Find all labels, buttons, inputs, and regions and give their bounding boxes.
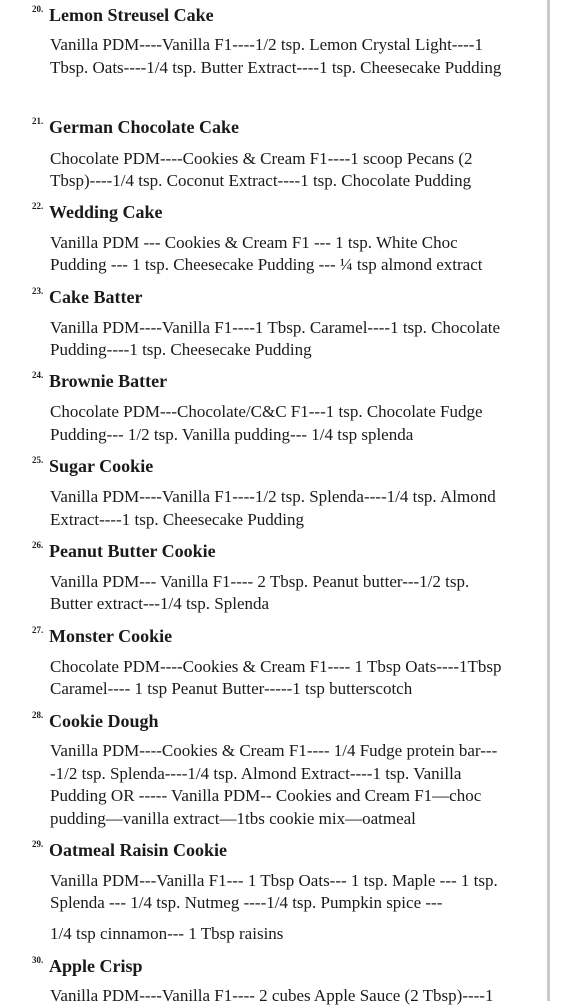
recipe-instructions-line: Chocolate PDM----Cookies & Cream F1----1 scoop Pecans (2 [50, 149, 473, 168]
recipe-number: 27. [32, 625, 44, 635]
recipe-number: 28. [32, 710, 44, 720]
recipe-title: Cookie Dough [49, 711, 159, 731]
recipe-instructions-line: Tbsp)----1/4 tsp. Coconut Extract----1 tsp. Chocolate Pudding [50, 171, 472, 190]
recipe-title: Monster Cookie [49, 626, 173, 646]
recipe-number: 24. [32, 370, 44, 380]
recipe-instructions-line: Caramel---- 1 tsp Peanut Butter-----1 tsp butterscotch [50, 679, 413, 698]
recipe-heading [32, 286, 142, 308]
recipe-heading [32, 116, 239, 138]
recipe-instructions-line: Splenda --- 1/4 tsp. Nutmeg ----1/4 tsp. Pumpkin spice --- [50, 893, 443, 912]
recipe-title: Oatmeal Raisin Cookie [49, 840, 227, 860]
scrollbar-track[interactable] [547, 0, 550, 1001]
recipe-heading [32, 710, 159, 732]
recipe-instructions-line: Vanilla PDM----Vanilla F1---- 2 cubes Apple Sauce (2 Tbsp)----1 [50, 986, 494, 1005]
recipe-instructions-line: Vanilla PDM----Vanilla F1----1/2 tsp. Lemon Crystal Light----1 [50, 35, 483, 54]
recipe-title: Peanut Butter Cookie [49, 541, 216, 561]
recipe-instructions-line: Vanilla PDM----Vanilla F1----1 Tbsp. Caramel----1 tsp. Chocolate [50, 318, 501, 337]
recipe-instructions-line: Pudding --- 1 tsp. Cheesecake Pudding --- ¼ tsp almond extract [50, 255, 483, 274]
recipe-number: 23. [32, 286, 44, 296]
recipe-instructions-line: Chocolate PDM---Chocolate/C&C F1---1 tsp. Chocolate Fudge [50, 402, 483, 421]
recipe-title: Sugar Cookie [49, 456, 154, 476]
recipe-instructions-line: Tbsp. Oats----1/4 tsp. Butter Extract----1 tsp. Cheesecake Pudding [50, 58, 502, 77]
recipe-instructions-line: Vanilla PDM --- Cookies & Cream F1 --- 1 tsp. White Choc [50, 233, 458, 252]
recipe-number: 21. [32, 116, 44, 126]
recipe-number: 25. [32, 455, 44, 465]
recipe-instructions-line: Pudding OR ----- Vanilla PDM-- Cookies and Cream F1—choc [50, 786, 482, 805]
recipe-number: 26. [32, 540, 44, 550]
recipe-heading [32, 540, 216, 562]
recipe-heading [32, 370, 167, 392]
recipe-number: 20. [32, 4, 44, 14]
recipe-title: Brownie Batter [49, 371, 168, 391]
recipe-heading [32, 839, 227, 861]
recipe-title: Cake Batter [49, 287, 143, 307]
recipe-number: 29. [32, 839, 44, 849]
recipe-instructions-line: Chocolate PDM----Cookies & Cream F1---- 1 Tbsp Oats----1Tbsp [50, 657, 502, 676]
recipe-heading [32, 955, 143, 977]
recipe-heading [32, 201, 163, 223]
recipe-instructions-line: Pudding--- 1/2 tsp. Vanilla pudding--- 1/4 tsp splenda [50, 425, 414, 444]
recipe-number: 22. [32, 201, 44, 211]
recipe-heading [32, 625, 172, 647]
recipe-instructions-line: -1/2 tsp. Splenda----1/4 tsp. Almond Extract----1 tsp. Vanilla [50, 764, 462, 783]
recipe-heading [32, 455, 153, 477]
recipe-heading [32, 4, 214, 26]
recipe-instructions-line: Pudding----1 tsp. Cheesecake Pudding [50, 340, 312, 359]
recipe-instructions-line: Vanilla PDM--- Vanilla F1---- 2 Tbsp. Peanut butter---1/2 tsp. [50, 572, 470, 591]
recipe-title: Lemon Streusel Cake [49, 5, 214, 25]
recipe-title: German Chocolate Cake [49, 117, 239, 137]
recipe-instructions-line: 1/4 tsp cinnamon--- 1 Tbsp raisins [50, 924, 284, 943]
recipe-instructions-line: pudding—vanilla extract—1tbs cookie mix—oatmeal [50, 809, 416, 828]
recipe-instructions-line: Extract----1 tsp. Cheesecake Pudding [50, 510, 304, 529]
recipe-instructions-line: Butter extract---1/4 tsp. Splenda [50, 594, 270, 613]
recipe-title: Wedding Cake [49, 202, 163, 222]
recipe-title: Apple Crisp [49, 956, 143, 976]
recipe-instructions-line: Vanilla PDM---Vanilla F1--- 1 Tbsp Oats--- 1 tsp. Maple --- 1 tsp. [50, 871, 498, 890]
recipe-instructions-line: Vanilla PDM----Cookies & Cream F1---- 1/4 Fudge protein bar--- [50, 741, 498, 760]
recipe-instructions-line: Vanilla PDM----Vanilla F1----1/2 tsp. Splenda----1/4 tsp. Almond [50, 487, 496, 506]
recipe-number: 30. [32, 955, 44, 965]
